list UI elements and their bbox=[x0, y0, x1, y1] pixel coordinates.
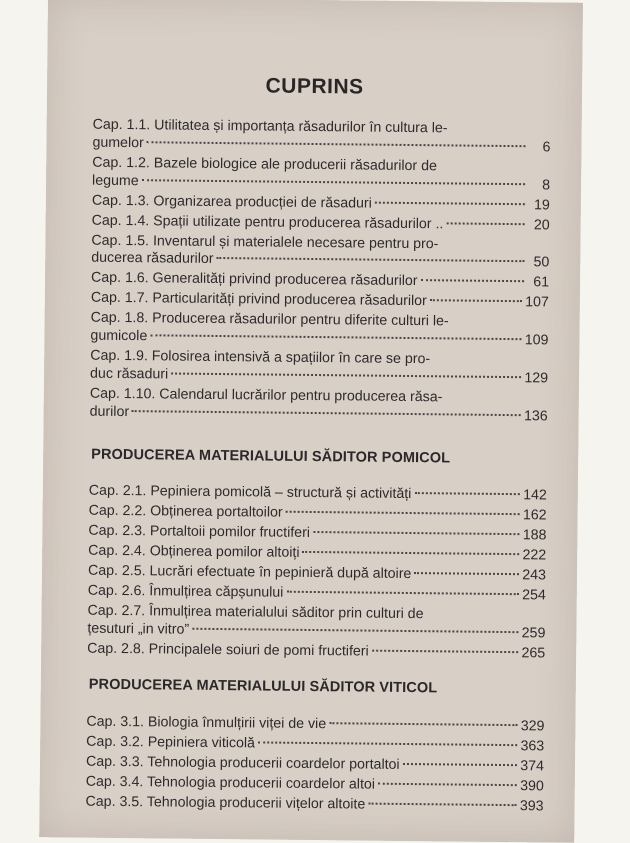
leader-dots bbox=[217, 257, 525, 262]
toc-entry bbox=[86, 714, 544, 737]
toc-entry-line bbox=[85, 794, 543, 817]
toc-entry bbox=[88, 583, 546, 606]
leader-dots bbox=[142, 179, 525, 185]
leader-dots bbox=[286, 511, 520, 515]
toc-entry bbox=[89, 503, 547, 526]
toc-entry-text: Cap. 3.2. Pepiniera viticolă bbox=[86, 733, 256, 752]
toc-entry-text: Cap. 2.7. Înmulțirea materialului săditor prin culturi de bbox=[87, 602, 424, 623]
toc-entry bbox=[91, 232, 549, 272]
page-number: 390 bbox=[520, 778, 544, 795]
page-number: 50 bbox=[533, 254, 550, 271]
toc-entry-line bbox=[88, 543, 546, 566]
toc-entry bbox=[89, 483, 547, 506]
page-number: 265 bbox=[521, 644, 546, 662]
toc-entry bbox=[86, 754, 544, 777]
toc-entry-text: Cap. 2.8. Principalele soiuri de pomi fructiferi bbox=[87, 640, 369, 660]
toc-entry-line bbox=[90, 403, 548, 426]
toc-entry bbox=[90, 386, 548, 426]
toc-entry-text: ducerea răsadurilor bbox=[91, 250, 214, 268]
toc-entry bbox=[92, 117, 550, 157]
toc-entry-line bbox=[89, 483, 547, 506]
toc-entry bbox=[87, 603, 545, 643]
page-number: 61 bbox=[533, 274, 550, 291]
toc-entry bbox=[88, 563, 546, 586]
toc-entry-line bbox=[91, 270, 549, 293]
toc-entry-line bbox=[86, 754, 544, 777]
toc-entry-line bbox=[92, 134, 550, 157]
leader-dots bbox=[378, 783, 517, 786]
toc-entry-text: Cap. 1.10. Calendarul lucrărilor pentru producerea răsa- bbox=[89, 385, 443, 406]
toc-entry-text: Cap. 2.1. Pepiniera pomicolă – structură și activități bbox=[88, 482, 412, 503]
toc-entry-text: Cap. 1.6. Generalități privind producerea răsadurilor bbox=[90, 270, 418, 290]
toc-entry-line bbox=[91, 290, 549, 313]
page-number: 129 bbox=[524, 370, 549, 387]
toc-entry-line bbox=[90, 328, 548, 351]
page-number: 393 bbox=[519, 798, 544, 815]
leader-dots bbox=[192, 628, 519, 633]
toc-entry bbox=[88, 523, 546, 546]
page-number: 6 bbox=[542, 139, 551, 156]
toc-entry bbox=[87, 640, 545, 663]
toc-entry-line bbox=[90, 366, 548, 389]
toc-entry-text: Cap. 1.9. Folosirea intensivă a spațiilor în care se pro- bbox=[90, 347, 431, 368]
section-2-title: PRODUCEREA MATERIALULUI SĂDITOR POMICOL bbox=[91, 446, 451, 467]
page-number: 329 bbox=[520, 718, 545, 735]
toc-entry-text: legume bbox=[92, 172, 139, 189]
page-title: CUPRINS bbox=[265, 74, 364, 99]
leader-dots bbox=[414, 492, 520, 495]
page-number: 142 bbox=[523, 487, 547, 504]
toc-entry-text: Cap. 3.5. Tehnologia producerii vițelor altoite bbox=[85, 793, 366, 813]
toc-entry-text: Cap. 2.4. Obținerea pomilor altoiți bbox=[88, 542, 300, 561]
toc-entry-text: Cap. 1.4. Spații utilizate pentru producerea răsadurilor .. bbox=[91, 212, 444, 232]
page-number: 162 bbox=[522, 507, 547, 524]
leader-dots bbox=[368, 803, 517, 807]
toc-entry bbox=[92, 192, 550, 215]
toc-entry-text: Cap. 3.3. Tehnologia producerii coardelor portaltoi bbox=[85, 753, 400, 773]
toc-entry-text: Cap. 3.4. Tehnologia producerii coardelor altoi bbox=[85, 773, 376, 793]
toc-entry-text: Cap. 2.3. Portaltoii pomilor fructiferi bbox=[88, 522, 311, 541]
leader-dots bbox=[403, 763, 518, 766]
toc-entry bbox=[85, 794, 543, 817]
toc-entry bbox=[92, 154, 550, 194]
leader-dots bbox=[132, 410, 521, 416]
page-number: 109 bbox=[524, 332, 549, 349]
toc-entry-line bbox=[87, 620, 545, 643]
toc-entry bbox=[90, 310, 548, 350]
toc-entry-text: Cap. 1.1. Utilitatea și importanța răsadurilor în cultura le- bbox=[92, 116, 448, 137]
leader-dots bbox=[171, 372, 521, 378]
toc-entry-line bbox=[88, 563, 546, 586]
toc-entry-text: țesuturi „in vitro” bbox=[87, 620, 190, 638]
toc-entry-line bbox=[86, 734, 544, 757]
page-number: 374 bbox=[520, 758, 545, 775]
page-number: 254 bbox=[522, 587, 546, 604]
page-number: 188 bbox=[522, 527, 547, 544]
page-number: 259 bbox=[521, 624, 546, 642]
toc-entry bbox=[86, 774, 544, 797]
toc-entry-line bbox=[88, 523, 546, 546]
page-number: 107 bbox=[525, 294, 549, 311]
section-3-title: PRODUCEREA MATERIALULUI SĂDITOR VITICOL bbox=[88, 676, 438, 697]
toc-entry-line bbox=[86, 774, 544, 797]
leader-dots bbox=[375, 201, 525, 205]
page-number: 20 bbox=[533, 216, 550, 234]
book-page bbox=[39, 0, 583, 843]
page-number: 243 bbox=[522, 567, 547, 584]
toc-entry-line bbox=[92, 192, 550, 215]
leader-dots bbox=[313, 531, 520, 535]
toc-entry-text: Cap. 1.5. Inventarul și materialele necesare pentru pro- bbox=[91, 232, 439, 252]
page-number: 136 bbox=[523, 408, 548, 425]
toc-entry-text: Cap. 1.7. Particularități privind producerea răsadurilor bbox=[90, 290, 427, 310]
leader-dots bbox=[303, 551, 520, 555]
leader-dots bbox=[446, 222, 524, 225]
toc-entry-line bbox=[92, 172, 550, 195]
leader-dots bbox=[430, 300, 522, 303]
toc-entry-line bbox=[86, 714, 544, 737]
toc-entry-text: Cap. 2.5. Lucrări efectuate în pepinieră după altoire bbox=[87, 562, 412, 583]
toc-entry-line bbox=[88, 583, 546, 606]
leader-dots bbox=[414, 572, 519, 575]
toc-entry-line bbox=[89, 503, 547, 526]
toc-entry bbox=[92, 212, 550, 235]
toc-entry bbox=[88, 543, 546, 566]
toc-entry-text: gumicole bbox=[90, 327, 148, 345]
leader-dots bbox=[150, 334, 522, 340]
toc-entry-text: duc răsaduri bbox=[89, 365, 169, 383]
toc-entry-text: Cap. 1.8. Producerea răsadurilor pentru diferite culturi le- bbox=[90, 310, 449, 330]
page-number: 222 bbox=[522, 547, 547, 564]
page-number: 363 bbox=[520, 738, 545, 755]
toc-entry bbox=[90, 348, 548, 388]
toc-entry-text: durilor bbox=[89, 403, 130, 420]
toc-entry-text: gumelor bbox=[92, 134, 144, 152]
leader-dots bbox=[258, 741, 518, 746]
leader-dots bbox=[329, 722, 518, 726]
toc-entry-text: Cap. 1.3. Organizarea producției de răsaduri bbox=[91, 192, 372, 212]
toc-entry-text: Cap. 2.6. Înmulțirea căpșunului bbox=[87, 582, 284, 601]
leader-dots bbox=[372, 649, 519, 653]
leader-dots bbox=[421, 280, 525, 283]
toc-entry bbox=[91, 270, 549, 293]
toc-entry-line bbox=[92, 212, 550, 235]
toc-entry-line bbox=[87, 640, 545, 663]
leader-dots bbox=[147, 141, 526, 147]
page-number: 8 bbox=[542, 176, 551, 194]
toc-entry-text: Cap. 1.2. Bazele biologice ale producerii răsadurilor de bbox=[92, 154, 438, 175]
leader-dots bbox=[286, 591, 519, 595]
toc-entry-text: Cap. 3.1. Biologia înmulțirii viței de vie bbox=[86, 713, 327, 733]
toc-entry bbox=[86, 734, 544, 757]
toc-entry bbox=[91, 290, 549, 313]
toc-entry-line bbox=[91, 250, 549, 273]
page-number: 19 bbox=[534, 196, 550, 214]
toc-entry-text: Cap. 2.2. Obținerea portaltoilor bbox=[88, 502, 283, 521]
